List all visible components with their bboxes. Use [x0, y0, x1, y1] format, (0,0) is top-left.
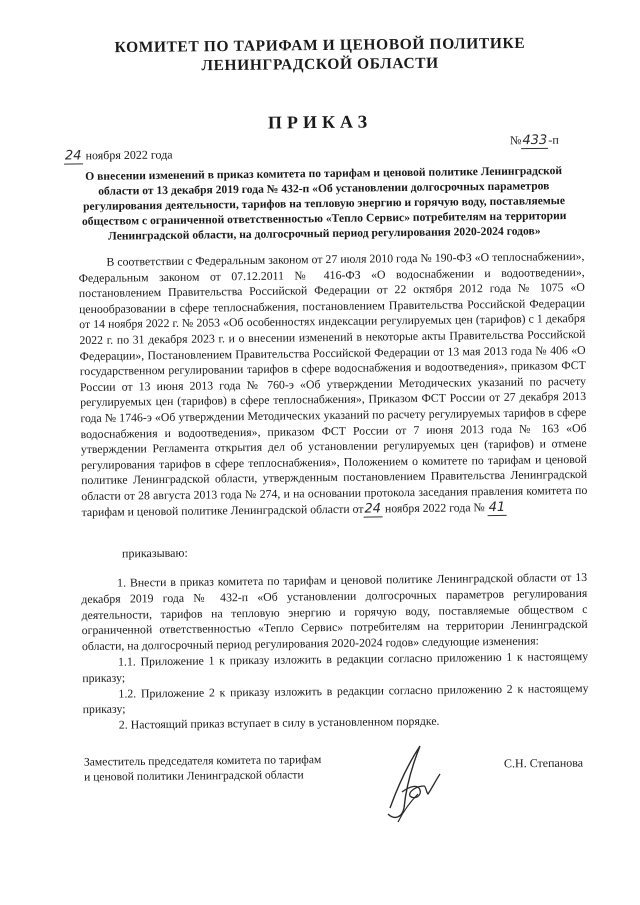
committee-line-1: КОМИТЕТ ПО ТАРИФАМ И ЦЕНОВОЙ ПОЛИТИКЕ [114, 34, 526, 57]
order-date [64, 147, 173, 163]
committee-line-2: ЛЕНИНГРАДСКОЙ ОБЛАСТИ [201, 54, 439, 75]
order-subject: О внесении изменений в приказ комитета по тарифам и ценовой политике Ленинградской области от 13 декабря 2019 года № 432-п «Об установлении долгосрочных параметров регулирования деятельности, тарифов на тепловую энергию и горячую воду, поставляемые обществом с ограниченной ответственностью «Тепло Сервис» потребителям на территории Ленинградской области, на долгосрочный период регулирования 2020-2024 годов» [81, 164, 567, 243]
order-date-rest: ноября 2022 года [85, 147, 173, 163]
protocol-number-handwritten: 41 [488, 499, 506, 515]
handwritten-signature-icon [368, 736, 458, 826]
number-suffix: -п [548, 132, 559, 147]
preamble [78, 249, 587, 520]
preamble-text: В соответствии с Федеральным законом от 27 июля 2010 года № 190-ФЗ «О теплоснабжении», Федеральным законом от 07.12.2011 № 416-ФЗ «О водоснабжении и водоотведении», постановлением Правительства Российской Федерации от 22 октября 2012 года № 1075 «О ценообразовании в сфере теплоснабжения, постановлением Правительства Российской Федерации от 14 ноября 2022 г. № 2053 «Об особенностях индексации регулируемых цен (тарифов) с 1 декабря 2022 г. по 31 декабря 2023 г. и о внесении изменений в некоторые акты Правительства Российской Федерации», Постановлением Правительства Российской Федерации от 13 мая 2013 года № 406 «О государственном регулировании тарифов в сфере водоснабжения и водоотведения», приказом ФСТ России от 13 июня 2013 года № 760-э «Об утверждении Методических указаний по расчету регулируемых цен (тарифов) в сфере теплоснабжения», Приказом ФСТ России от 27 декабря 2013 года № 1746-э «Об утверждении Методических указаний по расчету регулируемых тарифов в сфере водоснабжения и водоотведения», приказом ФСТ России от 7 июня 2013 года № 163 «Об утверждении Регламента открытия дел об установлении регулируемых цен (тарифов) и отмене регулирования тарифов в сфере теплоснабжения», Положением о комитете по тарифам и ценовой политике Ленинградской области, утвержденным постановлением Правительства Ленинградской области от 28 августа 2013 года № 274, и на основании протокола заседания правления комитета по тарифам и ценовой политике Ленинградской области от [78, 248, 588, 519]
signatory-name: С.Н. Степанова [503, 755, 584, 771]
position-line-1: Заместитель председателя комитета по тарифам [83, 753, 322, 769]
protocol-date-rest: ноября 2022 года № [384, 499, 485, 515]
clause-1-2: 1.2. Приложение 2 к приказу изложить в редакции согласно приложению 2 к настоящему приказу; [82, 680, 589, 717]
clause-2: 2. Настоящий приказ вступает в силу в установленном порядке. [118, 713, 440, 732]
committee-header [100, 34, 540, 77]
number-prefix: № [509, 133, 522, 148]
order-number-handwritten: 433 [522, 132, 548, 149]
protocol-day-handwritten: 24 [364, 500, 382, 517]
order-date-day-handwritten: 24 [64, 148, 82, 164]
order-clauses [81, 570, 589, 734]
clause-1: 1. Внести в приказ комитета по тарифам и ценовой политике Ленинградской области от 13 декабря 2019 года № 432-п «Об установлении долгосрочных параметров регулирования деятельности, тарифов на тепловую энергию и горячую воду, поставляемые обществом с ограниченной ответственностью «Тепло Сервис» потребителям на территории Ленинградской области, на долгосрочный период регулирования 2020-2024 годов» следующие изменения: [81, 569, 588, 654]
order-word: приказываю: [121, 545, 188, 561]
signatory-position [84, 751, 384, 784]
position-line-2: и ценовой политики Ленинградской области [84, 768, 304, 784]
order-number [510, 133, 559, 149]
clause-1-1: 1.1. Приложение 1 к приказу изложить в редакции согласно приложению 1 к настоящему приказу; [82, 648, 589, 685]
order-title: ПРИКАЗ [267, 111, 373, 133]
